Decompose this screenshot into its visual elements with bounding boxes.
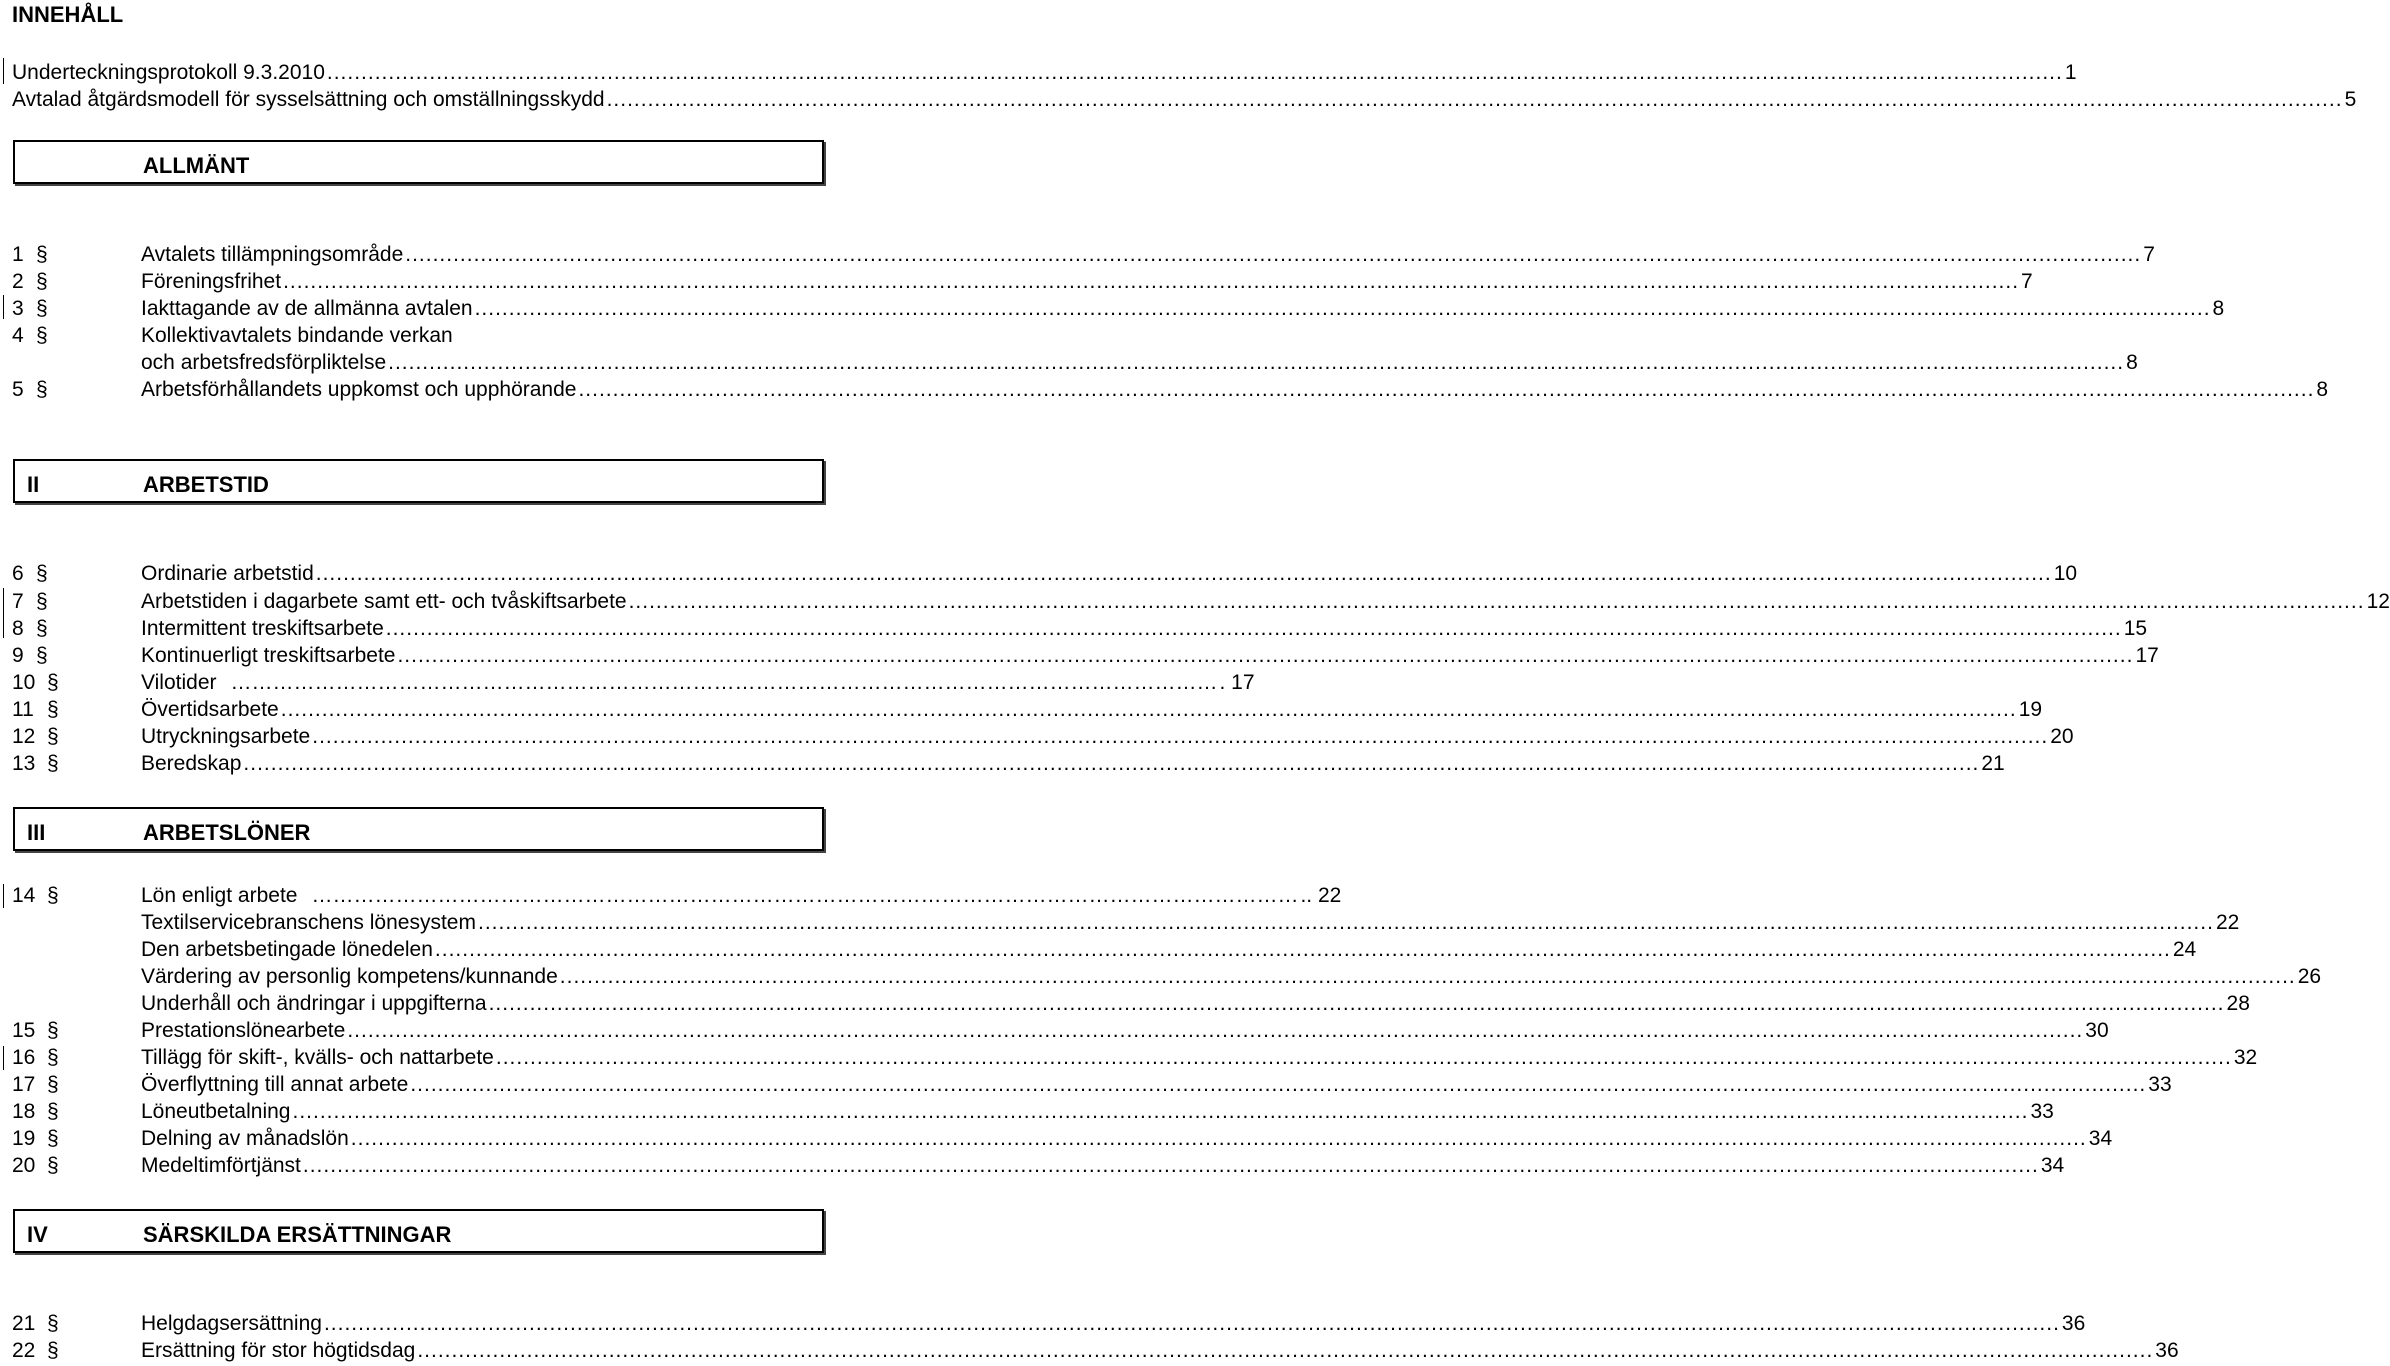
entry-number: 10	[12, 671, 36, 694]
section-symbol: §	[36, 562, 48, 585]
dot-leader: ..............................................................................................................................................................................................................................................................	[302, 1154, 2039, 1177]
entry-title: Föreningsfrihet	[141, 270, 282, 293]
section-symbol: §	[36, 378, 48, 401]
section-symbol: §	[47, 1154, 59, 1177]
page-number: 12	[2366, 590, 2390, 613]
entry-number: 5	[12, 378, 24, 401]
toc-entry[interactable]	[0, 295, 2225, 322]
entry-title: Beredskap	[141, 752, 242, 775]
section-header-sarskilda	[13, 1209, 824, 1253]
toc-entry[interactable]	[0, 1152, 2065, 1179]
toc-entry[interactable]	[0, 349, 2138, 376]
entry-title: Ersättning för stor högtidsdag	[141, 1339, 416, 1362]
page-number: 15	[2123, 617, 2148, 640]
section-symbol: §	[47, 1073, 59, 1096]
page-number: 10	[2053, 562, 2078, 585]
page-number: 19	[2018, 698, 2043, 721]
entry-title: Arbetstiden i dagarbete samt ett- och tvåskiftsarbete	[141, 590, 627, 613]
dot-leader: ..............................................................................................................................................................................................................................................................	[292, 1100, 2029, 1123]
entry-number: 9	[12, 644, 24, 667]
dot-leader: ..............................................................................................................................................................................................................................................................	[323, 1312, 2060, 1335]
toc-entry[interactable]	[0, 750, 2005, 777]
section-label: ARBETSTID	[143, 472, 269, 497]
section-symbol: §	[47, 671, 59, 694]
toc-entry[interactable]	[0, 642, 2159, 669]
page-number: 34	[2088, 1127, 2113, 1150]
dot-leader: ……………………………………………………………………………………………………………………………	[230, 671, 1218, 694]
toc-entry[interactable]	[0, 1098, 2054, 1125]
section-label: ARBETSLÖNER	[143, 820, 311, 845]
entry-title: Den arbetsbetingade lönedelen	[141, 938, 433, 961]
page-number: 22	[2215, 911, 2240, 934]
entry-number: 14	[12, 884, 36, 907]
section-symbol: §	[36, 243, 48, 266]
dot-leader: ..............................................................................................................................................................................................................................................................	[488, 992, 2225, 1015]
entry-title: och arbetsfredsförpliktelse	[141, 351, 387, 374]
page-number: 28	[2226, 992, 2250, 1015]
section-roman: II	[27, 472, 40, 497]
entry-number: 20	[12, 1154, 36, 1177]
page-number: 36	[2061, 1312, 2086, 1335]
entry-number: 21	[12, 1312, 36, 1335]
toc-entry[interactable]	[0, 560, 2078, 587]
toc-entry[interactable]	[0, 59, 2077, 86]
dot-leader: ……………………………………………………………………………………………………………………………	[311, 884, 1299, 907]
dot-leader: ..............................................................................................................................................................................................................................................................	[417, 1339, 2154, 1362]
page-number: 33	[2030, 1100, 2054, 1123]
page-number: 7	[2021, 270, 2033, 293]
entry-title: Tillägg för skift-, kvälls- och nattarbete	[141, 1046, 494, 1069]
dot-leader: ..............................................................................................................................................................................................................................................................	[559, 965, 2296, 988]
dot-leader: ..............................................................................................................................................................................................................................................................	[628, 590, 2365, 613]
section-symbol: §	[36, 270, 48, 293]
entry-number: 13	[12, 752, 36, 775]
entry-title: Utryckningsarbete	[141, 725, 311, 748]
toc-entry[interactable]	[0, 669, 1255, 696]
entry-number: 1	[12, 243, 24, 266]
page-number: 17	[2135, 644, 2159, 667]
dot-leader: ..............................................................................................................................................................................................................................................................	[347, 1019, 2084, 1042]
page-number: 20	[2050, 725, 2074, 748]
section-symbol: §	[36, 590, 48, 613]
dot-leader: ..............................................................................................................................................................................................................................................................	[405, 243, 2142, 266]
entry-title: Kollektivavtalets bindande verkan	[141, 324, 453, 347]
entry-number: 6	[12, 562, 24, 585]
entry-title: Kontinuerligt treskiftsarbete	[141, 644, 396, 667]
section-symbol: §	[36, 617, 48, 640]
entry-number: 22	[12, 1339, 36, 1362]
section-symbol: §	[36, 644, 48, 667]
dot-leader: ..............................................................................................................................................................................................................................................................	[350, 1127, 2087, 1150]
page-number: 1	[2064, 61, 2077, 84]
toc-entry[interactable]	[0, 376, 2329, 403]
entry-title: Arbetsförhållandets uppkomst och upphörande	[141, 378, 577, 401]
section-symbol: §	[47, 884, 59, 907]
section-symbol: §	[47, 1127, 59, 1150]
page-number: 8	[2126, 351, 2138, 374]
page-number: 7	[2143, 243, 2155, 266]
dot-leader: ..............................................................................................................................................................................................................................................................	[385, 617, 2122, 640]
page-number: 8	[2212, 297, 2225, 320]
section-symbol: §	[47, 1019, 59, 1042]
toc-entry[interactable]	[0, 936, 2197, 963]
toc-entry[interactable]	[0, 1017, 2109, 1044]
entry-title: Delning av månadslön	[141, 1127, 349, 1150]
entry-number: 7	[12, 590, 24, 613]
dot-leader: ..............................................................................................................................................................................................................................................................	[243, 752, 1980, 775]
dot-leader: ..............................................................................................................................................................................................................................................................	[388, 351, 2125, 374]
entry-title: Löneutbetalning	[141, 1100, 291, 1123]
entry-title: Iakttagande av de allmänna avtalen	[141, 297, 473, 320]
toc-entry[interactable]	[0, 696, 2043, 723]
entry-title: Prestationslönearbete	[141, 1019, 346, 1042]
entry-title: Helgdagsersättning	[141, 1312, 322, 1335]
toc-entry[interactable]	[0, 882, 1342, 909]
page-number: 30	[2085, 1019, 2109, 1042]
entry-title: Lön enligt arbete	[141, 884, 298, 907]
section-symbol: §	[47, 725, 59, 748]
section-symbol: §	[47, 698, 59, 721]
toc-entry[interactable]	[0, 723, 2074, 750]
entry-number: 17	[12, 1073, 36, 1096]
toc-entry[interactable]	[0, 615, 2148, 642]
entry-number: 15	[12, 1019, 36, 1042]
entry-title: Intermittent treskiftsarbete	[141, 617, 384, 640]
toc-entry[interactable]	[0, 1337, 2179, 1364]
page-number: 26	[2297, 965, 2322, 988]
dot-leader: ..............................................................................................................................................................................................................................................................	[397, 644, 2134, 667]
entry-number: 3	[12, 297, 24, 320]
section-symbol: §	[36, 324, 48, 347]
toc-entry[interactable]	[0, 588, 2390, 615]
entry-title: Värdering av personlig kompetens/kunnande	[141, 965, 558, 988]
entry-title: Avtalets tillämpningsområde	[141, 243, 404, 266]
dot-leader: ..............................................................................................................................................................................................................................................................	[606, 88, 2343, 111]
toc-entry[interactable]	[0, 1125, 2113, 1152]
entry-title: Medeltimförtjänst	[141, 1154, 301, 1177]
toc-entry[interactable]	[0, 909, 2240, 936]
entry-number: 11	[12, 698, 34, 721]
section-symbol: §	[47, 752, 59, 775]
toc-entry[interactable]	[0, 1310, 2086, 1337]
section-label: ALLMÄNT	[143, 153, 250, 178]
toc-heading: INNEHÅLL	[12, 2, 124, 27]
entry-title: Underhåll och ändringar i uppgifterna	[141, 992, 487, 1015]
dot-leader: ..............................................................................................................................................................................................................................................................	[283, 270, 2020, 293]
section-roman: IV	[27, 1222, 48, 1247]
entry-title: Övertidsarbete	[141, 698, 279, 721]
section-roman: III	[27, 820, 46, 845]
entry-number: 4	[12, 324, 24, 347]
page-number: . 17	[1219, 671, 1255, 694]
entry-title: Ordinarie arbetstid	[141, 562, 314, 585]
entry-title: Överflyttning till annat arbete	[141, 1073, 409, 1096]
dot-leader: ..............................................................................................................................................................................................................................................................	[474, 297, 2211, 320]
dot-leader: ..............................................................................................................................................................................................................................................................	[495, 1046, 2232, 1069]
toc-entry[interactable]	[0, 1044, 2258, 1071]
page-number: .. 22	[1300, 884, 1342, 907]
dot-leader: ..............................................................................................................................................................................................................................................................	[410, 1073, 2147, 1096]
entry-number: 2	[12, 270, 24, 293]
section-label: SÄRSKILDA ERSÄTTNINGAR	[143, 1222, 452, 1247]
page-number: 36	[2155, 1339, 2179, 1362]
page-number: 32	[2233, 1046, 2258, 1069]
toc-entry[interactable]	[0, 241, 2155, 268]
dot-leader: ..............................................................................................................................................................................................................................................................	[280, 698, 2017, 721]
entry-number: 8	[12, 617, 24, 640]
page-number: 34	[2040, 1154, 2065, 1177]
section-header-arbetsloner	[13, 807, 824, 851]
section-symbol: §	[47, 1339, 59, 1362]
entry-number: 18	[12, 1100, 36, 1123]
entry-title: Textilservicebranschens lönesystem	[141, 911, 476, 934]
dot-leader: ..............................................................................................................................................................................................................................................................	[477, 911, 2214, 934]
section-symbol: §	[47, 1046, 59, 1069]
page-number: 8	[2316, 378, 2329, 401]
toc-entry[interactable]	[0, 268, 2033, 295]
section-symbol: §	[47, 1312, 59, 1335]
section-header-arbetstid	[13, 459, 824, 503]
entry-number: 16	[12, 1046, 36, 1069]
page-number: 24	[2172, 938, 2197, 961]
dot-leader: ..............................................................................................................................................................................................................................................................	[434, 938, 2171, 961]
toc-entry[interactable]	[0, 86, 2357, 113]
entry-title: Vilotider	[141, 671, 217, 694]
section-symbol: §	[47, 1100, 59, 1123]
section-symbol: §	[36, 297, 48, 320]
page-number: 33	[2148, 1073, 2172, 1096]
dot-leader: ..............................................................................................................................................................................................................................................................	[312, 725, 2049, 748]
page-number: 21	[1981, 752, 2005, 775]
entry-number: 12	[12, 725, 36, 748]
entry-title: Underteckningsprotokoll 9.3.2010	[12, 61, 325, 84]
dot-leader: ..............................................................................................................................................................................................................................................................	[326, 61, 2063, 84]
section-header-allmant	[13, 140, 824, 184]
page-number: 5	[2344, 88, 2357, 111]
dot-leader: ..............................................................................................................................................................................................................................................................	[578, 378, 2315, 401]
dot-leader: ..............................................................................................................................................................................................................................................................	[315, 562, 2052, 585]
toc-entry[interactable]	[0, 1071, 2172, 1098]
toc-entry[interactable]	[0, 990, 2250, 1017]
entry-title: Avtalad åtgärdsmodell för sysselsättning och omställningsskydd	[12, 88, 605, 111]
toc-entry[interactable]	[0, 963, 2322, 990]
entry-number: 19	[12, 1127, 36, 1150]
toc-entry[interactable]	[0, 322, 960, 349]
